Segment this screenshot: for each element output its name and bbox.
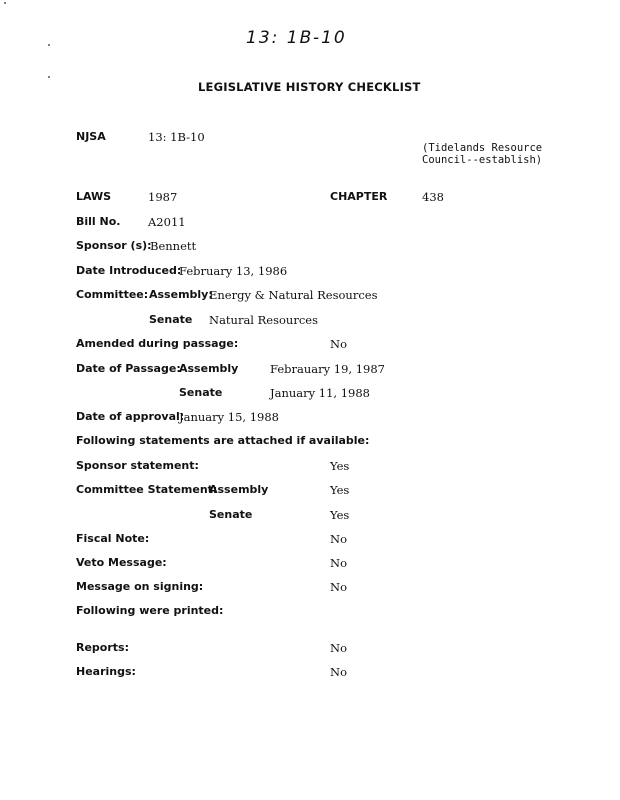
page-title: LEGISLATIVE HISTORY CHECKLIST [198,80,421,94]
veto-message-label: Veto Message: [76,556,167,569]
chapter-label: CHAPTER [330,190,388,203]
chapter-value: 438 [422,190,444,204]
committee-label: Committee: [76,288,149,301]
committee-statement-senate-value: Yes [330,508,350,522]
njsa-label: NJSA [76,130,106,143]
passage-senate-label: Senate [179,386,223,399]
scan-speck [4,2,6,4]
sponsor-value: Bennett [150,239,197,253]
committee-statement-assembly-value: Yes [330,483,350,497]
fiscal-note-value: No [330,532,347,546]
statements-heading: Following statements are attached if available: [76,434,370,447]
laws-value: 1987 [148,190,178,204]
date-introduced-label: Date Introduced: [76,264,182,277]
sponsor-label: Sponsor (s): [76,239,152,252]
committee-assembly-value: Energy & Natural Resources [209,288,378,302]
message-on-signing-label: Message on signing: [76,580,204,593]
amended-label: Amended during passage: [76,337,239,350]
date-introduced-value: February 13, 1986 [179,264,288,278]
reports-value: No [330,641,347,655]
committee-senate-value: Natural Resources [209,313,318,327]
amended-value: No [330,337,347,351]
message-on-signing-value: No [330,580,347,594]
date-of-approval-label: Date of approval: [76,410,185,423]
scan-speck [48,44,50,46]
njsa-note: (Tidelands Resource Council--establish) [422,142,543,166]
passage-senate-value: January 11, 1988 [270,386,370,400]
handwritten-reference: 13: 1B-10 [246,28,347,48]
njsa-value: 13: 1B-10 [148,130,205,144]
passage-assembly-value: Febrauary 19, 1987 [270,362,385,376]
committee-senate-label: Senate [149,313,193,326]
fiscal-note-label: Fiscal Note: [76,532,150,545]
committee-statement-senate-label: Senate [209,508,253,521]
veto-message-value: No [330,556,347,570]
committee-assembly-label: Assembly: [149,288,213,301]
bill-label: Bill No. [76,215,121,228]
hearings-label: Hearings: [76,665,136,678]
laws-label: LAWS [76,190,112,203]
scan-speck [48,76,50,78]
sponsor-statement-value: Yes [330,459,350,473]
committee-statement-assembly-label: Assembly [209,483,269,496]
committee-statement-label: Committee Statement: [76,483,218,496]
reports-label: Reports: [76,641,129,654]
sponsor-statement-label: Sponsor statement: [76,459,199,472]
date-of-passage-label: Date of Passage: [76,362,181,375]
hearings-value: No [330,665,347,679]
passage-assembly-label: Assembly [179,362,239,375]
date-of-approval-value: January 15, 1988 [179,410,279,424]
printed-heading: Following were printed: [76,604,224,617]
bill-value: A2011 [148,215,186,229]
